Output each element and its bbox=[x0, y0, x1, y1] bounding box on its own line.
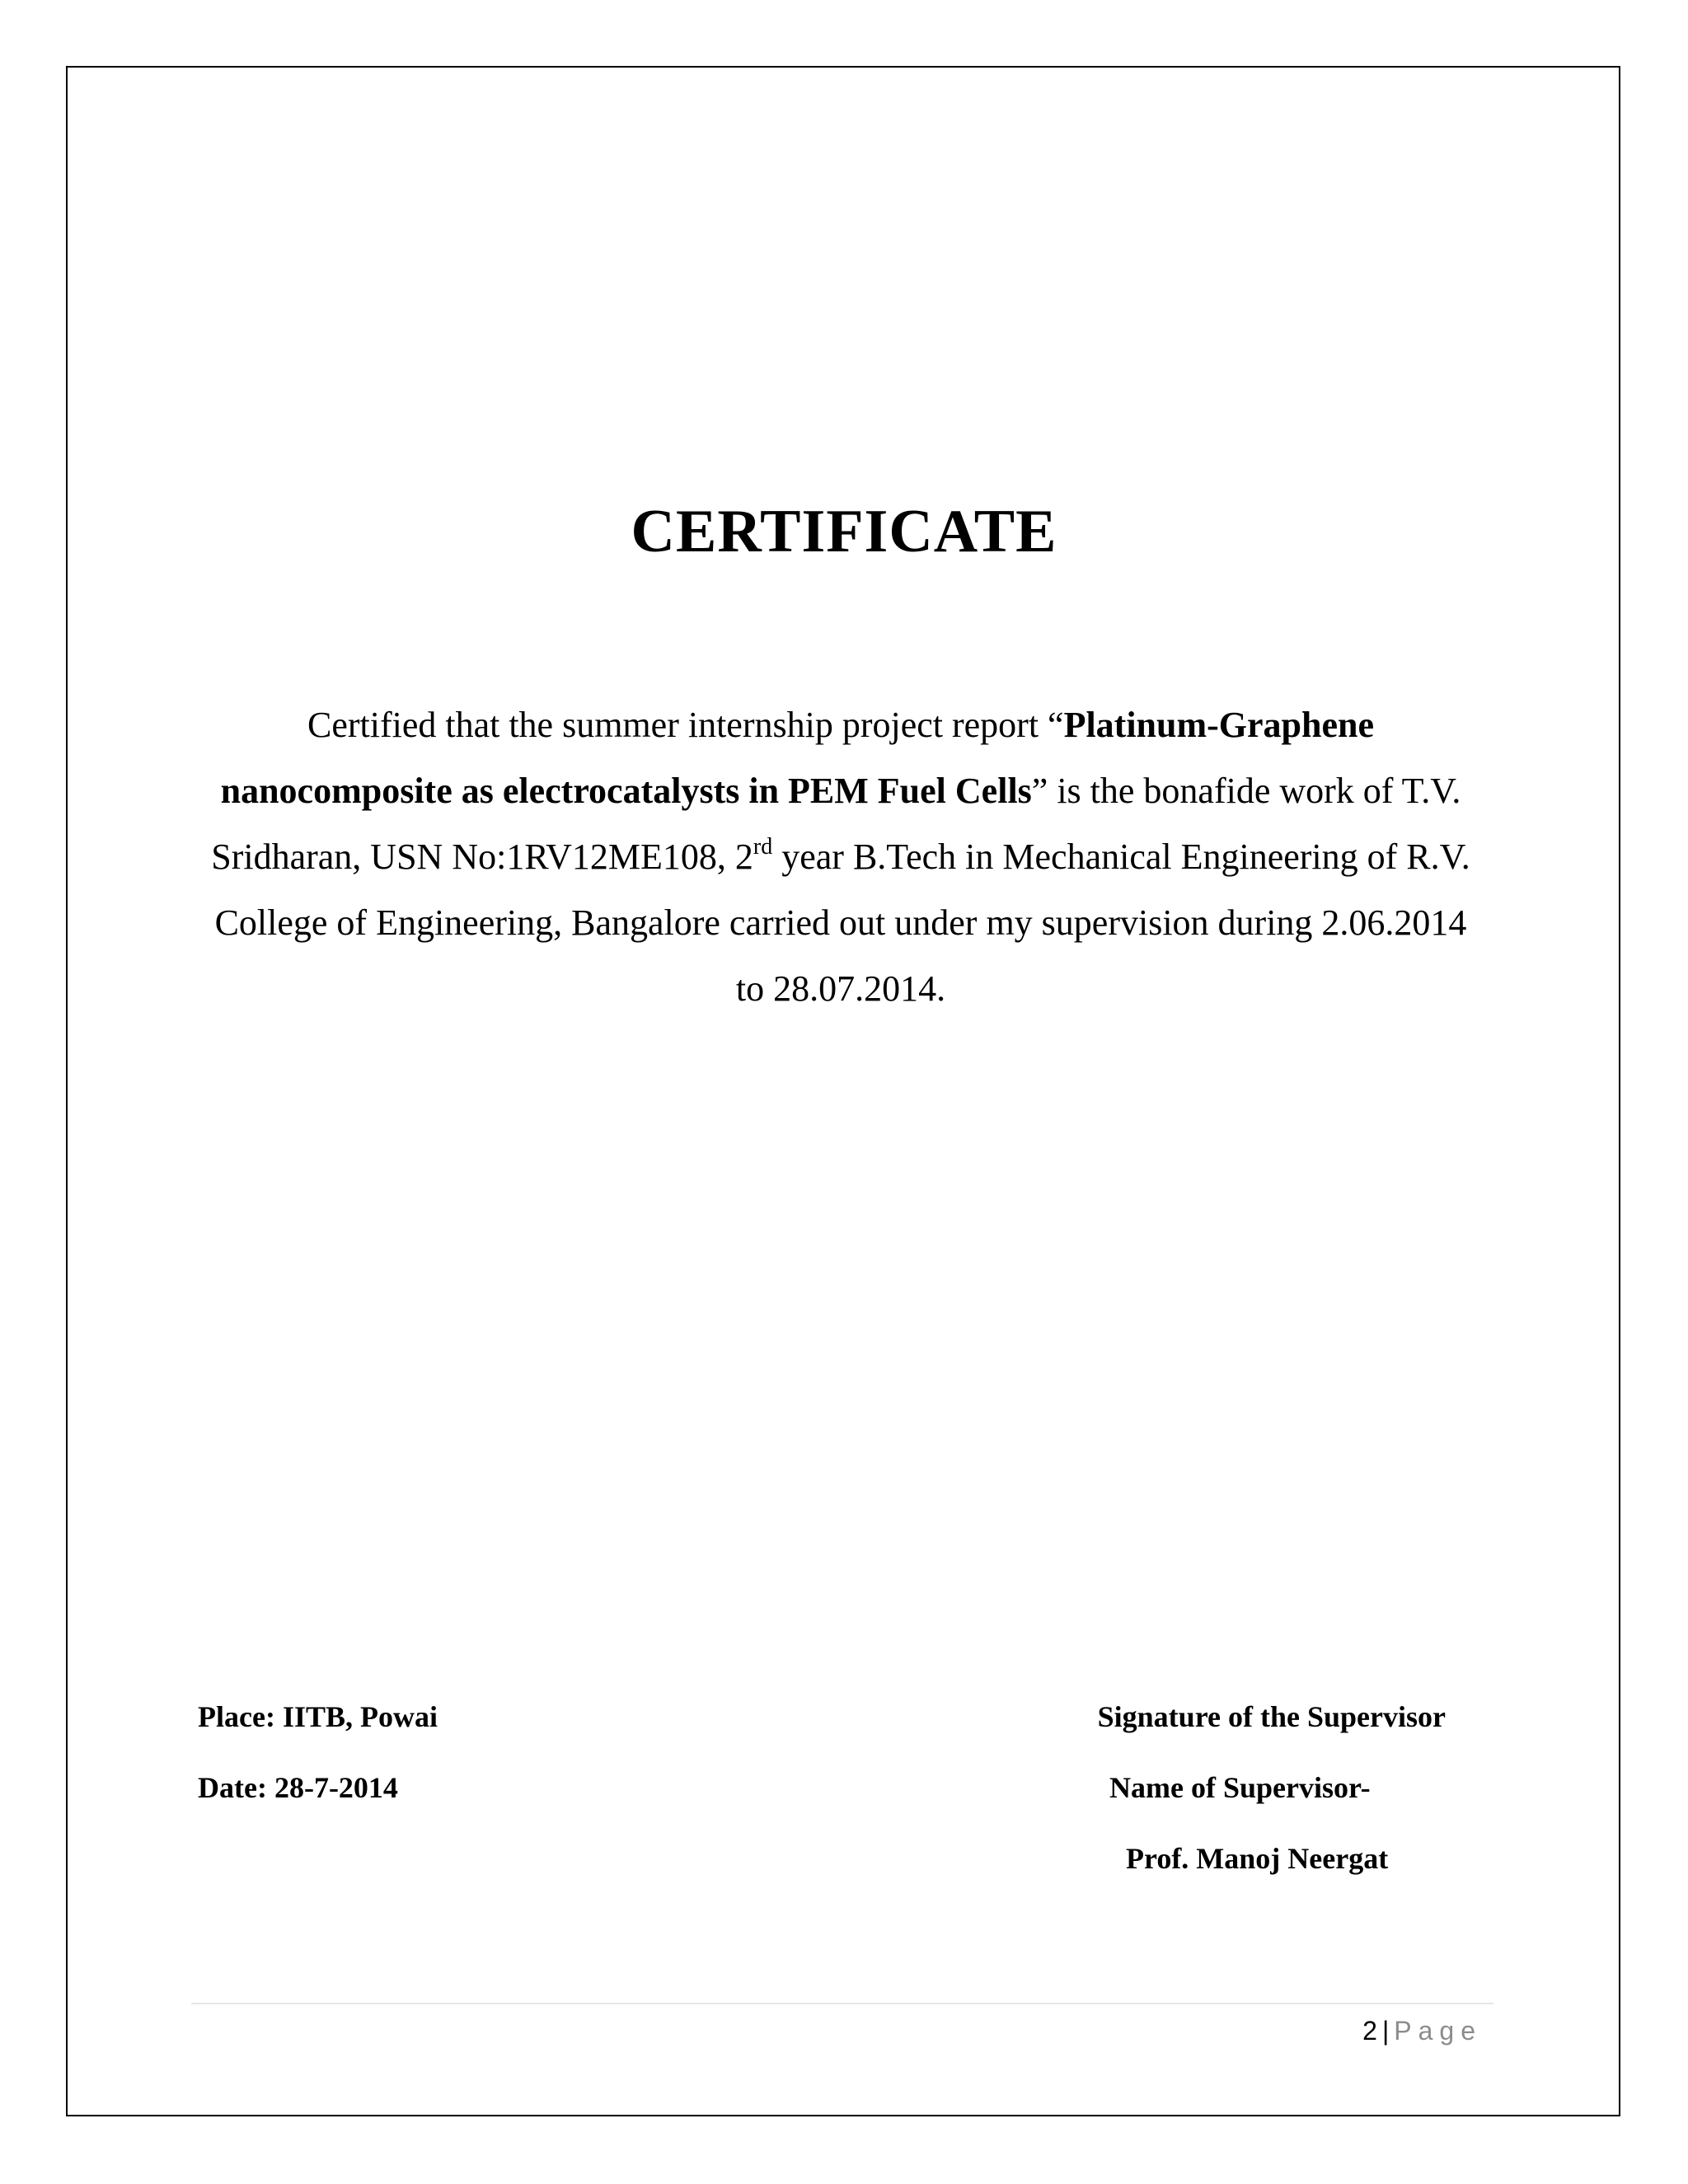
supervisor-name-label: Name of Supervisor- bbox=[1109, 1771, 1371, 1804]
footer-divider bbox=[191, 2003, 1493, 2004]
supervisor-block bbox=[989, 1681, 1517, 1894]
page-number: 2 bbox=[1362, 2016, 1377, 2046]
body-after-title: ” is the bonafide work of T.V. Sridharan, USN No:1RV12ME108, 2 bbox=[211, 771, 1461, 877]
certificate-title: CERTIFICATE bbox=[631, 498, 1057, 565]
footer-separator: | bbox=[1381, 2016, 1390, 2046]
body-intro: Certified that the summer internship project report “ bbox=[307, 705, 1064, 745]
page-word: Page bbox=[1394, 2016, 1482, 2046]
ordinal-suffix: rd bbox=[753, 834, 773, 860]
project-title: Platinum-Graphene nanocomposite as electrocatalysts in PEM Fuel Cells bbox=[220, 705, 1375, 811]
signature-label: Signature of the Supervisor bbox=[1097, 1700, 1446, 1733]
place-date-block bbox=[198, 1681, 438, 1823]
date-text: Date: 28-7-2014 bbox=[198, 1771, 398, 1804]
page-footer bbox=[1362, 2011, 1482, 2050]
body-rest: year B.Tech in Mechanical Engineering of R.V. College of Engineering, Bangalore carried out under my supervision during 2.06.2014 to 28.07.2014. bbox=[214, 837, 1470, 1009]
place-text: Place: IITB, Powai bbox=[198, 1700, 438, 1733]
supervisor-name: Prof. Manoj Neergat bbox=[1126, 1842, 1389, 1875]
certificate-body bbox=[198, 692, 1484, 1022]
